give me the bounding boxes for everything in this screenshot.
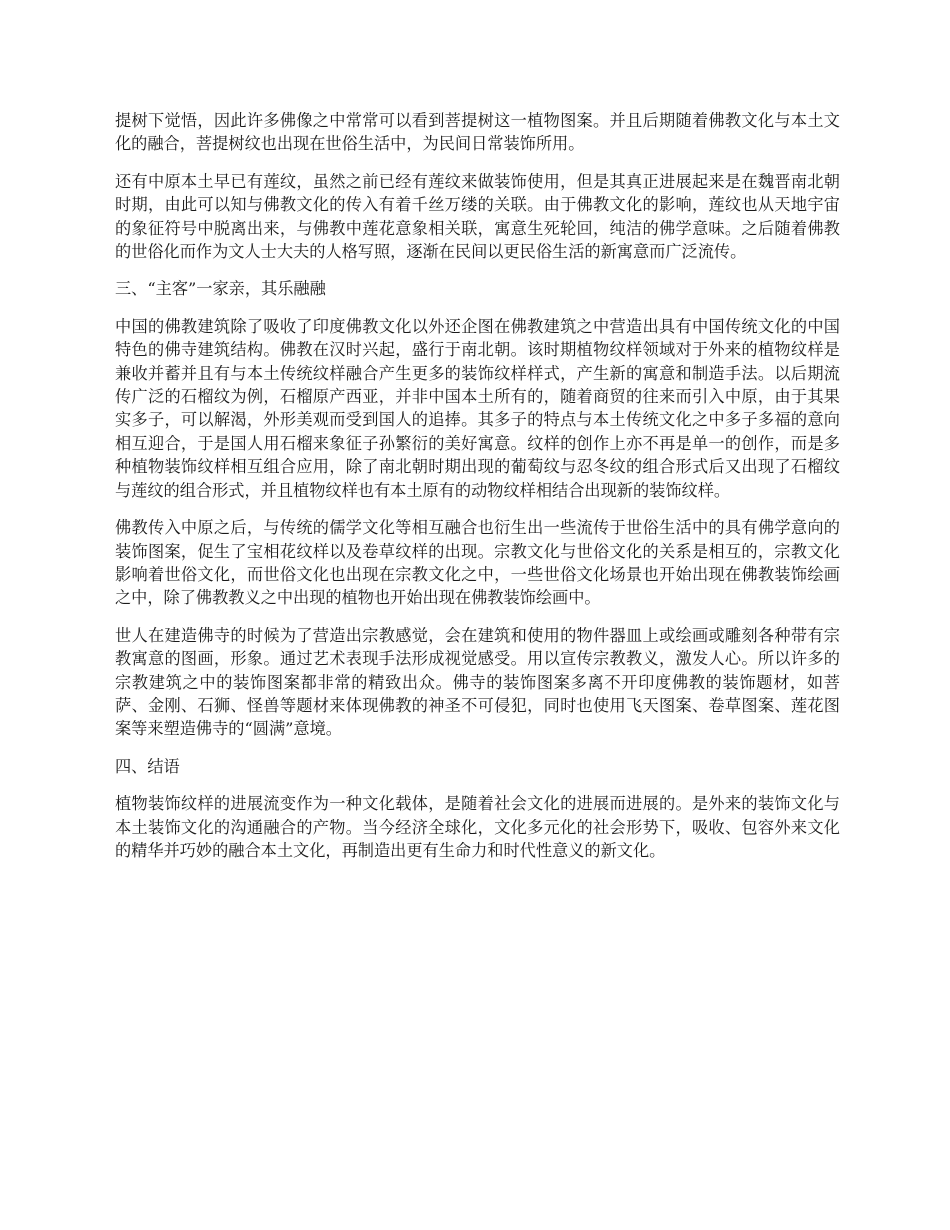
section-heading-three: 三、“主客”一家亲，其乐融融 [115,279,326,299]
paragraph-buddhist-architecture: 中国的佛教建筑除了吸收了印度佛教文化以外还企图在佛教建筑之中营造出具有中国传统文化的中国特色的佛寺建筑结构。佛教在汉时兴起，盛行于南北朝。该时期植物纹样领域对于外来的植物纹样是兼收并蓄并且有与本土传统纹样融合产生更多的装饰纹样样式，产生新的寓意和制造手法。以后期流传广泛的石榴纹为例，石榴原产西亚，并非中国本土所有的，随着商贸的往来而引入中原，由于其果实多子，可以解渴，外形美观而受到国人的追捧。其多子的特点与本土传统文化之中多子多福的意向相互迎合，于是国人用石榴来象征子孙繁衍的美好寓意。纹样的创作上亦不再是单一的创作，而是多种植物装饰纹样相互组合应用，除了南北朝时期出现的葡萄纹与忍冬纹的组合形式后又出现了石榴纹与莲纹的组合形式，并且植物纹样也有本土原有的动物纹样相结合出现新的装饰纹样。 [115,316,840,500]
paragraph-temple-decoration: 世人在建造佛寺的时候为了营造出宗教感觉，会在建筑和使用的物件器皿上或绘画或雕刻各种带有宗教寓意的图画，形象。通过艺术表现手法形成视觉感受。用以宣传宗教教义，激发人心。所以许多的宗教建筑之中的装饰图案都非常的精致出众。佛寺的装饰图案多离不开印度佛教的装饰题材，如菩萨、金刚、石狮、怪兽等题材来体现佛教的神圣不可侵犯，同时也使用飞天图案、卷草图案、莲花图案等来塑造佛寺的“圆满”意境。 [115,625,840,739]
paragraph-bodhi-tree: 提树下觉悟，因此许多佛像之中常常可以看到菩提树这一植物图案。并且后期随着佛教文化与本土文化的融合，菩提树纹也出现在世俗生活中，为民间日常装饰所用。 [115,111,840,154]
paragraph-secular-integration: 佛教传入中原之后，与传统的儒学文化等相互融合也衍生出一些流传于世俗生活中的具有佛学意向的装饰图案，促生了宝相花纹样以及卷草纹样的出现。宗教文化与世俗文化的关系是相互的，宗教文化影响着世俗文化，而世俗文化也出现在宗教文化之中，一些世俗文化场景也开始出现在佛教装饰绘画之中，除了佛教教义之中出现的植物也开始出现在佛教装饰绘画中。 [115,518,840,608]
paragraph-conclusion: 植物装饰纹样的进展流变作为一种文化载体，是随着社会文化的进展而进展的。是外来的装饰文化与本土装饰文化的沟通融合的产物。当今经济全球化，文化多元化的社会形势下，吸收、包容外来文化的精华并巧妙的融合本土文化，再制造出更有生命力和时代性意义的新文化。 [115,794,840,860]
paragraph-lotus-pattern: 还有中原本土早已有莲纹，虽然之前已经有莲纹来做装饰使用，但是其真正进展起来是在魏晋南北朝时期，由此可以知与佛教文化的传入有着千丝万缕的关联。由于佛教文化的影响，莲纹也从天地宇宙的象征符号中脱离出来，与佛教中莲花意象相关联，寓意生死轮回，纯洁的佛学意味。之后随着佛教的世俗化而作为文人士大夫的人格写照，逐渐在民间以更民俗生活的新寓意而广泛流传。 [115,171,840,262]
section-heading-four: 四、结语 [115,756,180,776]
document-page [115,109,840,876]
